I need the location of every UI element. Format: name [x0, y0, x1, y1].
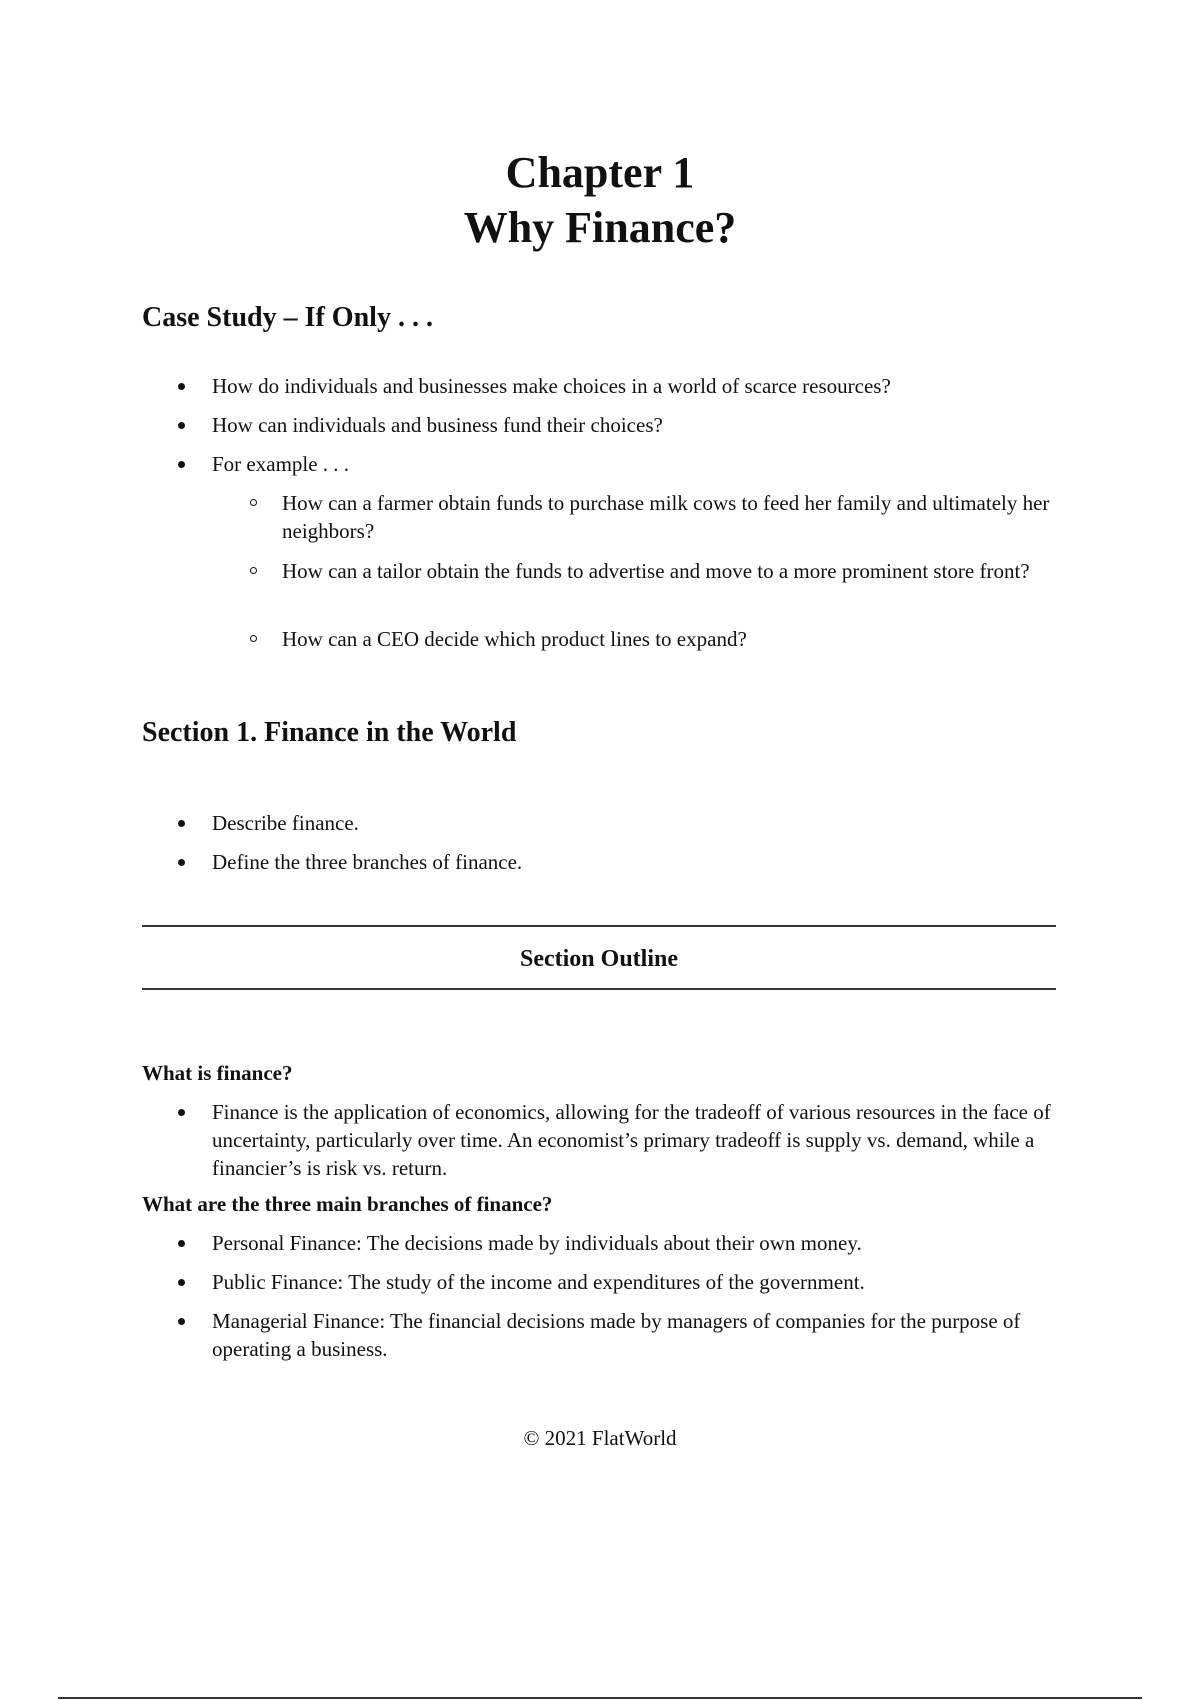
sub-bullet-icon [250, 567, 257, 574]
case-study-heading: Case Study – If Only . . . [142, 302, 433, 333]
bullet-icon [178, 383, 185, 390]
bullet-icon [178, 1318, 185, 1325]
page-bottom-divider [58, 1697, 1142, 1699]
sub-bullet-icon [250, 635, 257, 642]
section-1-heading: Section 1. Finance in the World [142, 717, 517, 748]
list-item-text: How can individuals and business fund their choices? [212, 413, 663, 437]
list-item-text: How do individuals and businesses make choices in a world of scarce resources? [212, 374, 891, 398]
sub-list-item-text: How can a CEO decide which product lines to expand? [282, 627, 747, 651]
list-item-text: Personal Finance: The decisions made by individuals about their own money. [212, 1231, 862, 1255]
divider [142, 988, 1056, 990]
sub-list-item-text: How can a tailor obtain the funds to advertise and move to a more prominent store front? [282, 559, 1030, 583]
sub-bullet-icon [250, 499, 257, 506]
divider [142, 925, 1056, 927]
list-item-text: For example . . . [212, 452, 350, 476]
list-item-text: Public Finance: The study of the income and expenditures of the government. [212, 1270, 865, 1294]
question-heading: What is finance? [142, 1061, 293, 1085]
sub-list-item-text: How can a farmer obtain funds to purchase milk cows to feed her family and ultimately her neighbors? [282, 491, 1050, 543]
bullet-icon [178, 859, 185, 866]
bullet-icon [178, 820, 185, 827]
list-item-text: Managerial Finance: The financial decisions made by managers of companies for the purpose of operating a business. [212, 1309, 1021, 1361]
list-item-text: Define the three branches of finance. [212, 850, 523, 874]
bullet-icon [178, 1240, 185, 1247]
list-item-text: Finance is the application of economics, allowing for the tradeoff of various resources in the face of uncertainty, particularly over time. An economist’s primary tradeoff is supply vs. demand, while a financier’s is risk vs. return. [212, 1100, 1051, 1180]
bullet-icon [178, 1279, 185, 1286]
bullet-icon [178, 461, 185, 468]
bullet-icon [178, 422, 185, 429]
copyright-footer: © 2021 FlatWorld [523, 1426, 677, 1450]
list-item-text: Describe finance. [212, 811, 359, 835]
section-outline-title: Section Outline [519, 946, 678, 972]
question-heading: What are the three main branches of finance? [142, 1192, 553, 1216]
bullet-icon [178, 1109, 185, 1116]
chapter-number: Chapter 1 [505, 148, 695, 197]
chapter-title: Why Finance? [463, 203, 737, 252]
